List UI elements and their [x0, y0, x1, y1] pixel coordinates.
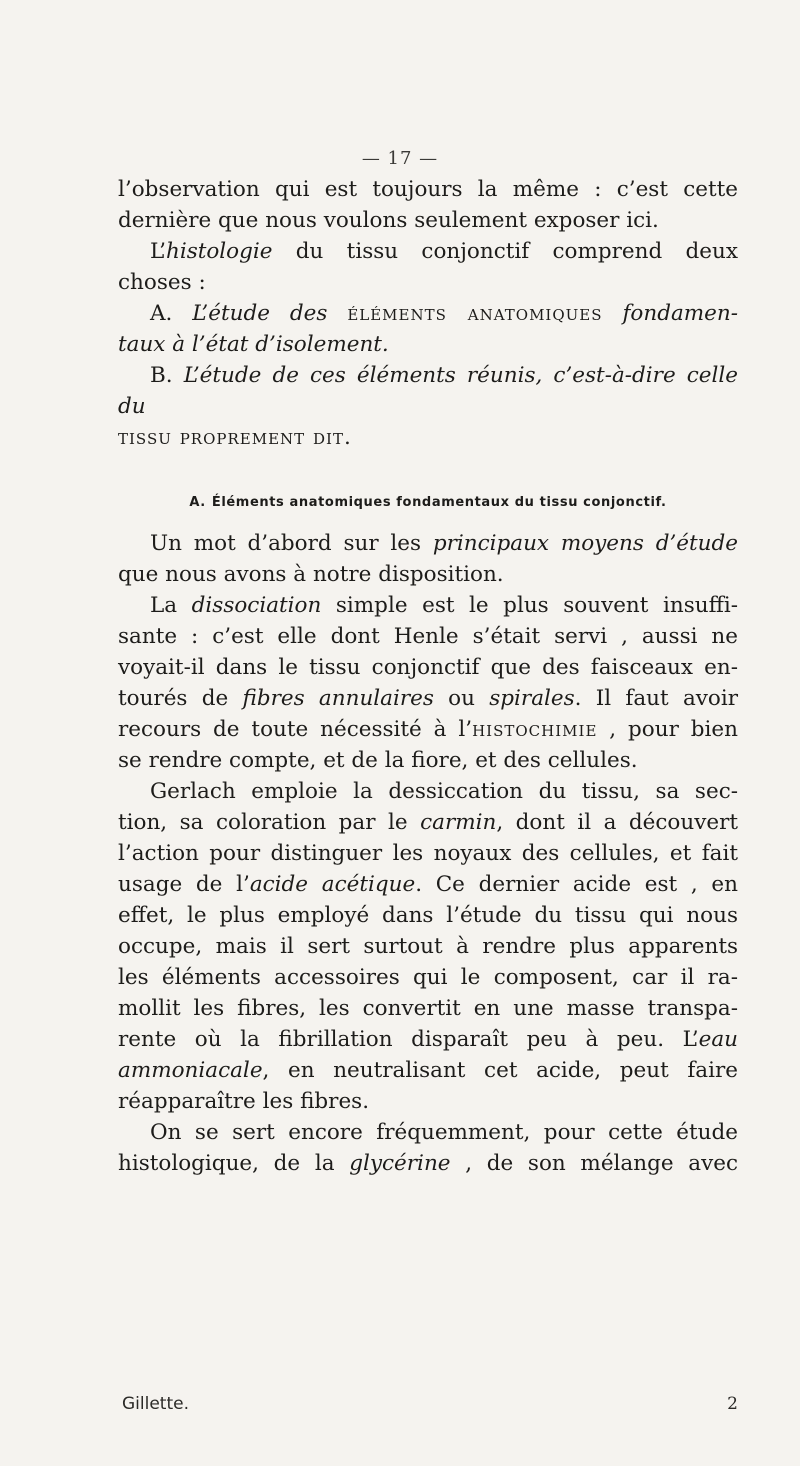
- section-heading: [118, 487, 738, 518]
- text-line: Un mot d’abord sur les principaux moyens d’étude: [150, 531, 738, 556]
- sheet-number: 2: [727, 1394, 738, 1414]
- text-line: recours de toute nécessité à l’histochimie , pour bien: [118, 717, 738, 742]
- text-line: les éléments accessoires qui le composent, car il ra-: [118, 965, 738, 990]
- text-line: rente où la fibrillation disparaît peu à peu. L’eau: [118, 1027, 738, 1052]
- text-line: tourés de fibres annulaires ou spirales. Il faut avoir: [118, 686, 739, 711]
- text-line: que nous avons à notre disposition.: [118, 562, 504, 587]
- text-line: L’histologie du tissu conjonctif comprend deux: [150, 239, 738, 264]
- text-line: sante : c’est elle dont Henle s’était servi , aussi ne: [118, 624, 738, 649]
- text-line: A. L’étude des éléments anatomiques fondamen-: [150, 301, 739, 326]
- page-footer: [122, 1394, 738, 1414]
- text-line: histologique, de la glycérine , de son mélange avec: [118, 1151, 738, 1176]
- section-title: Éléments anatomiques fondamentaux du tissu conjonctif.: [211, 495, 667, 510]
- text-line: l’observation qui est toujours la même : c’est cette: [118, 177, 738, 202]
- text-line: B. L’étude de ces éléments réunis, c’est-à-dire celle du: [118, 363, 738, 419]
- text-line: Gerlach emploie la dessiccation du tissu, sa sec-: [150, 779, 738, 804]
- text-line: l’action pour distinguer les noyaux des cellules, et fait: [118, 841, 738, 866]
- text-line: réapparaître les fibres.: [118, 1089, 370, 1114]
- text-line: se rendre compte, et de la fiore, et des cellules.: [118, 748, 638, 773]
- list-label: B.: [150, 363, 173, 388]
- text-line: taux à l’état d’isolement.: [118, 332, 389, 357]
- page-number: — 17 —: [361, 148, 439, 169]
- text-line: mollit les fibres, les convertit en une masse transpa-: [118, 996, 738, 1021]
- printer-signature: Gillette.: [122, 1394, 189, 1414]
- body-text: [118, 174, 738, 1179]
- list-label: A.: [150, 301, 173, 326]
- italic-term: histologie: [165, 239, 273, 264]
- section-letter: A.: [189, 495, 206, 510]
- text-line: effet, le plus employé dans l’étude du tissu qui nous: [118, 903, 738, 928]
- text-line: usage de l’acide acétique. Ce dernier acide est , en: [118, 872, 738, 897]
- text-line: tion, sa coloration par le carmin, dont il a découvert: [118, 810, 738, 835]
- text-line: dernière que nous voulons seulement exposer ici.: [118, 208, 659, 233]
- text-line: La dissociation simple est le plus souvent insuffi-: [150, 593, 738, 618]
- text-line: choses :: [118, 270, 206, 295]
- text-line: voyait-il dans le tissu conjonctif que des faisceaux en-: [118, 655, 738, 680]
- text-line: ammoniacale, en neutralisant cet acide, peut faire: [118, 1058, 738, 1083]
- text-line: occupe, mais il sert surtout à rendre plus apparents: [118, 934, 738, 959]
- smallcaps-term: éléments anatomiques: [347, 301, 603, 326]
- text-line: On se sert encore fréquemment, pour cette étude: [150, 1120, 738, 1145]
- text-line: tissu proprement dit.: [118, 425, 352, 450]
